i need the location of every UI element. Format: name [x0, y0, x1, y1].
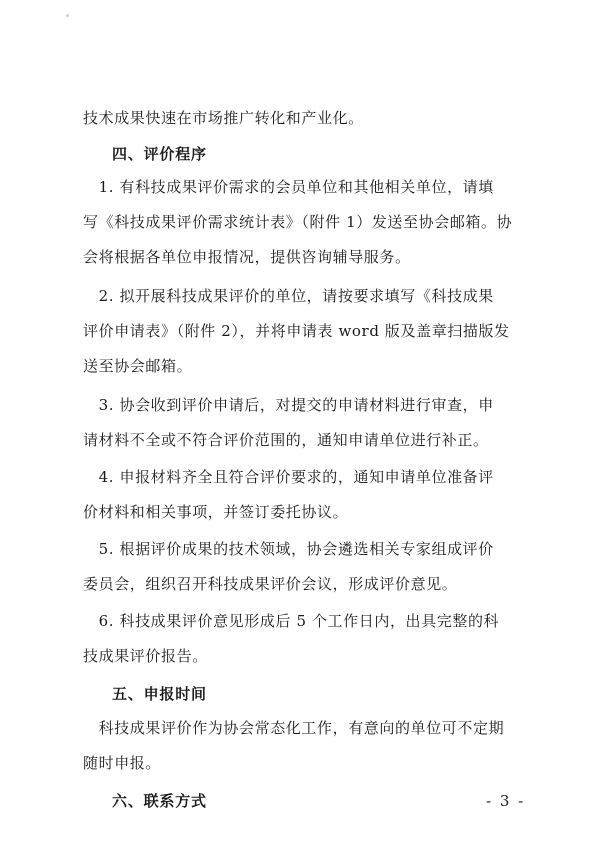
paragraph-line: 价材料和相关事项，并签订委托协议。: [83, 503, 349, 521]
paragraph-line: 3. 协会收到评价申请后，对提交的申请材料进行审查，申: [83, 396, 494, 414]
procedure-item-4: [83, 460, 533, 530]
paragraph-line: 技成果评价报告。: [83, 647, 208, 665]
procedure-item-1: [83, 170, 533, 275]
section-heading-procedure: 四、评价程序: [112, 145, 207, 163]
paragraph-line: 6. 科技成果评价意见形成后 5 个工作日内，出具完整的科: [83, 612, 500, 630]
paragraph-line: 1. 有科技成果评价需求的会员单位和其他相关单位，请填: [83, 178, 494, 196]
paragraph-line: 评价申请表》（附件 2），并将申请表 word 版及盖章扫描版发: [83, 322, 510, 340]
intro-tail: [83, 101, 533, 136]
timing-paragraph: [83, 711, 533, 781]
section-heading-contact: 六、联系方式: [112, 792, 207, 810]
paragraph-line: 会将根据各单位申报情况，提供咨询辅导服务。: [83, 248, 411, 266]
procedure-item-6: [83, 604, 533, 674]
paragraph-line: 请材料不全或不符合评价范围的，通知申请单位进行补正。: [83, 431, 489, 449]
procedure-item-2: [83, 279, 533, 384]
paragraph-line: 5. 根据评价成果的技术领域，协会遴选相关专家组成评价: [83, 540, 494, 558]
paragraph-line: 送至协会邮箱。: [83, 357, 193, 375]
procedure-item-3: [83, 388, 533, 458]
scan-speck: [66, 14, 69, 17]
intro-line: 技术成果快速在市场推广转化和产业化。: [83, 109, 364, 127]
paragraph-line: 随时申报。: [83, 754, 162, 772]
page-number: - 3 -: [486, 792, 526, 810]
procedure-item-5: [83, 532, 533, 602]
paragraph-line: 委员会，组织召开科技成果评价会议，形成评价意见。: [83, 575, 458, 593]
paragraph-line: 4. 申报材料齐全且符合评价要求的，通知申请单位准备评: [83, 468, 494, 486]
paragraph-line: 2. 拟开展科技成果评价的单位，请按要求填写《科技成果: [83, 287, 494, 305]
paragraph-line: 写《科技成果评价需求统计表》（附件 1）发送至协会邮箱。协: [83, 213, 513, 231]
section-heading-timing: 五、申报时间: [112, 685, 207, 703]
paragraph-line: 科技成果评价作为协会常态化工作，有意向的单位可不定期: [83, 719, 505, 737]
